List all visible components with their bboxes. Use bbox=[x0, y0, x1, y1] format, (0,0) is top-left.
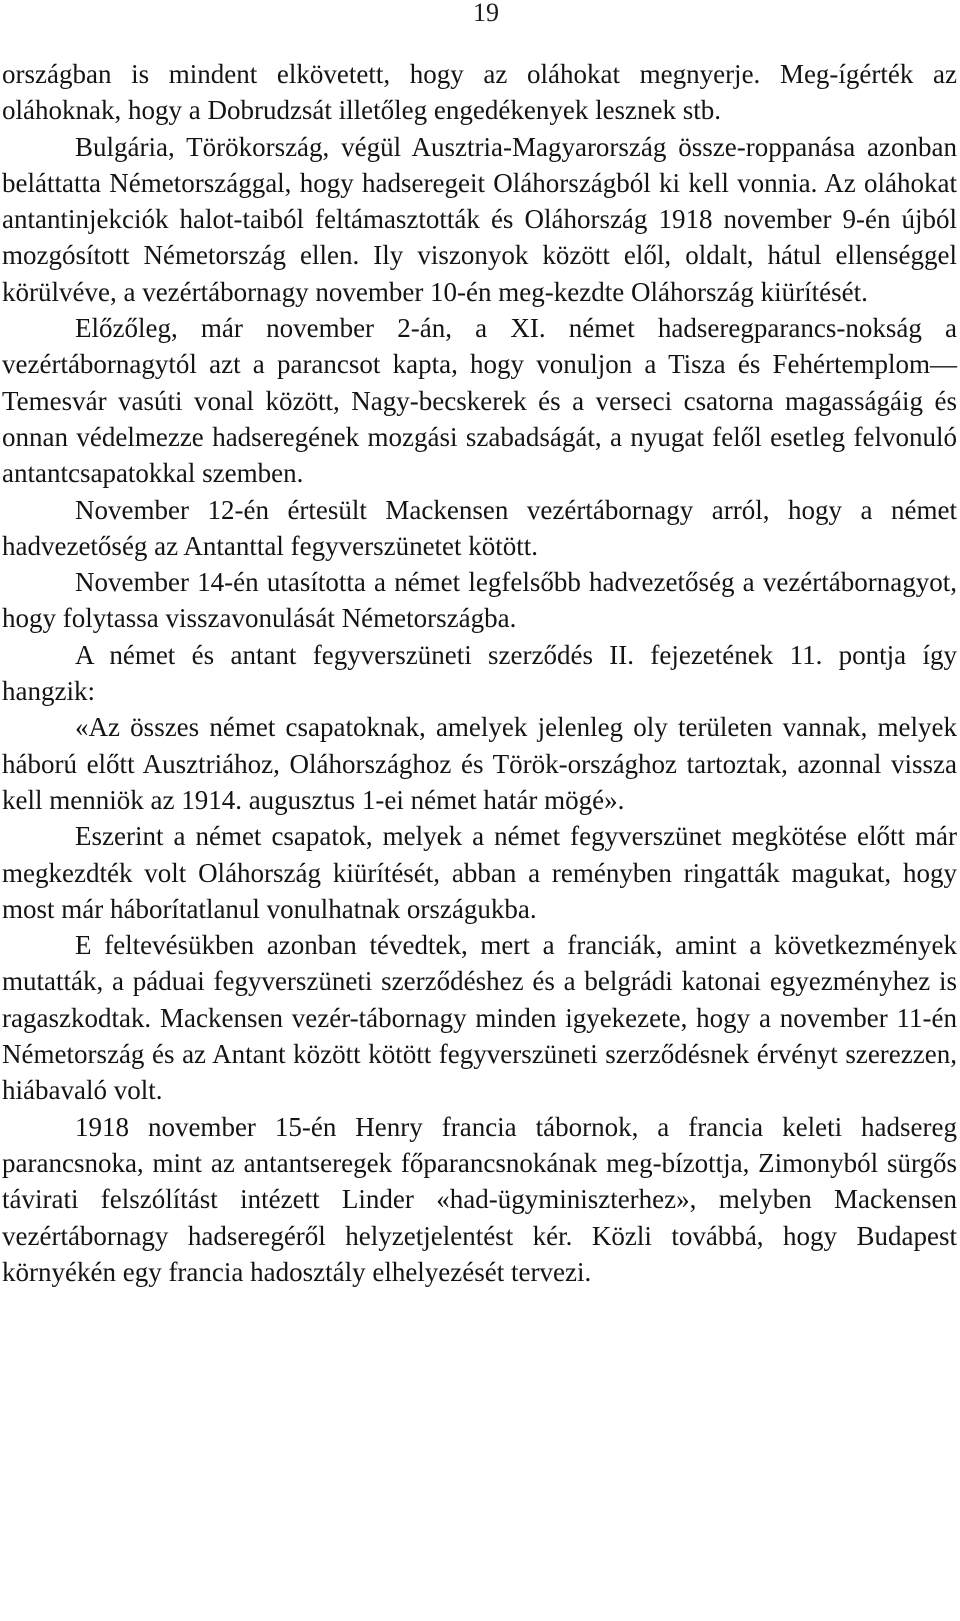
paragraph-4: November 12-én értesült Mackensen vezértábornagy arról, hogy a német hadvezetőség az Antanttal fegyverszünetet kötött. bbox=[2, 494, 957, 561]
paragraph-3: Előzőleg, már november 2-án, a XI. német hadseregparancs-nokság a vezértábornagytól azt a parancsot kapta, hogy vonuljon a Tisza és Fehértemplom—Temesvár vasúti vonal között, Nagy-becskerek és a verseci csatorna magasságáig és onnan védelmezze hadseregének mozgási szabadságát, a nyugat felől esetleg felvonuló antantcsapatokkal szemben. bbox=[2, 313, 957, 489]
paragraph-5: November 14-én utasította a német legfelsőbb hadvezetőség a vezértábornagyot, hogy folytassa visszavonulását Németországba. bbox=[2, 567, 957, 634]
paragraph-9: E feltevésükben azonban tévedtek, mert a franciák, amint a következmények mutatták, a páduai fegyverszüneti szerződéshez és a belgrádi katonai egyezményhez is ragaszkodtak. Mackensen vezér-tábornagy minden igyekezete, hogy a november 11-én Németország és az Antant között kötött fegyverszüneti szerződésnek érvényt szerezzen, hiábavaló volt. bbox=[2, 930, 957, 1106]
paragraph-1: országban is mindent elkövetett, hogy az oláhokat megnyerje. Meg-ígérték az oláhoknak, hogy a Dobrudzsát illetőleg engedékenyek lesznek stb. bbox=[2, 59, 957, 126]
paragraph-8: Eszerint a német csapatok, melyek a német fegyverszünet megkötése előtt már megkezdték volt Oláhország kiürítését, abban a reményben ringatták magukat, hogy most már háborítatlanul vonulhatnak országukba. bbox=[2, 821, 957, 924]
paragraph-10: 1918 november 15-én Henry francia tábornok, a francia keleti hadsereg parancsnoka, mint az antantseregek főparancsnokának meg-bízottja, Zimonyból sürgős távirati felszólítást intézett Linder «had-ügyminiszterhez», melyben Mackensen vezértábornagy hadseregéről helyzetjelentést kér. Közli továbbá, hogy Budapest környékén egy francia hadosztály elhelyezését tervezi. bbox=[2, 1111, 957, 1287]
body-text bbox=[2, 56, 957, 1290]
page-number: 19 bbox=[473, 0, 499, 27]
paragraph-2: Bulgária, Törökország, végül Ausztria-Magyarország össze-roppanása azonban beláttatta Németországgal, hogy hadseregeit Oláhországból ki kell vonnia. Az oláhokat antantinjekciók halot-taiból feltámasztották és Oláhország 1918 november 9-én újból mozgósított Németország ellen. Ily viszonyok között elől, oldalt, hátul ellenséggel körülvéve, a vezértábornagy november 10-én meg-kezdte Oláhország kiürítését. bbox=[2, 131, 957, 307]
paragraph-7-quote: «Az összes német csapatoknak, amelyek jelenleg oly területen vannak, melyek háború előtt Ausztriához, Oláhországhoz és Török-országhoz tartoztak, azonnal vissza kell menniök az 1914. augusztus 1-ei német határ mögé». bbox=[2, 712, 957, 815]
paragraph-6: A német és antant fegyverszüneti szerződés II. fejezetének 11. pontja így hangzik: bbox=[2, 639, 957, 707]
